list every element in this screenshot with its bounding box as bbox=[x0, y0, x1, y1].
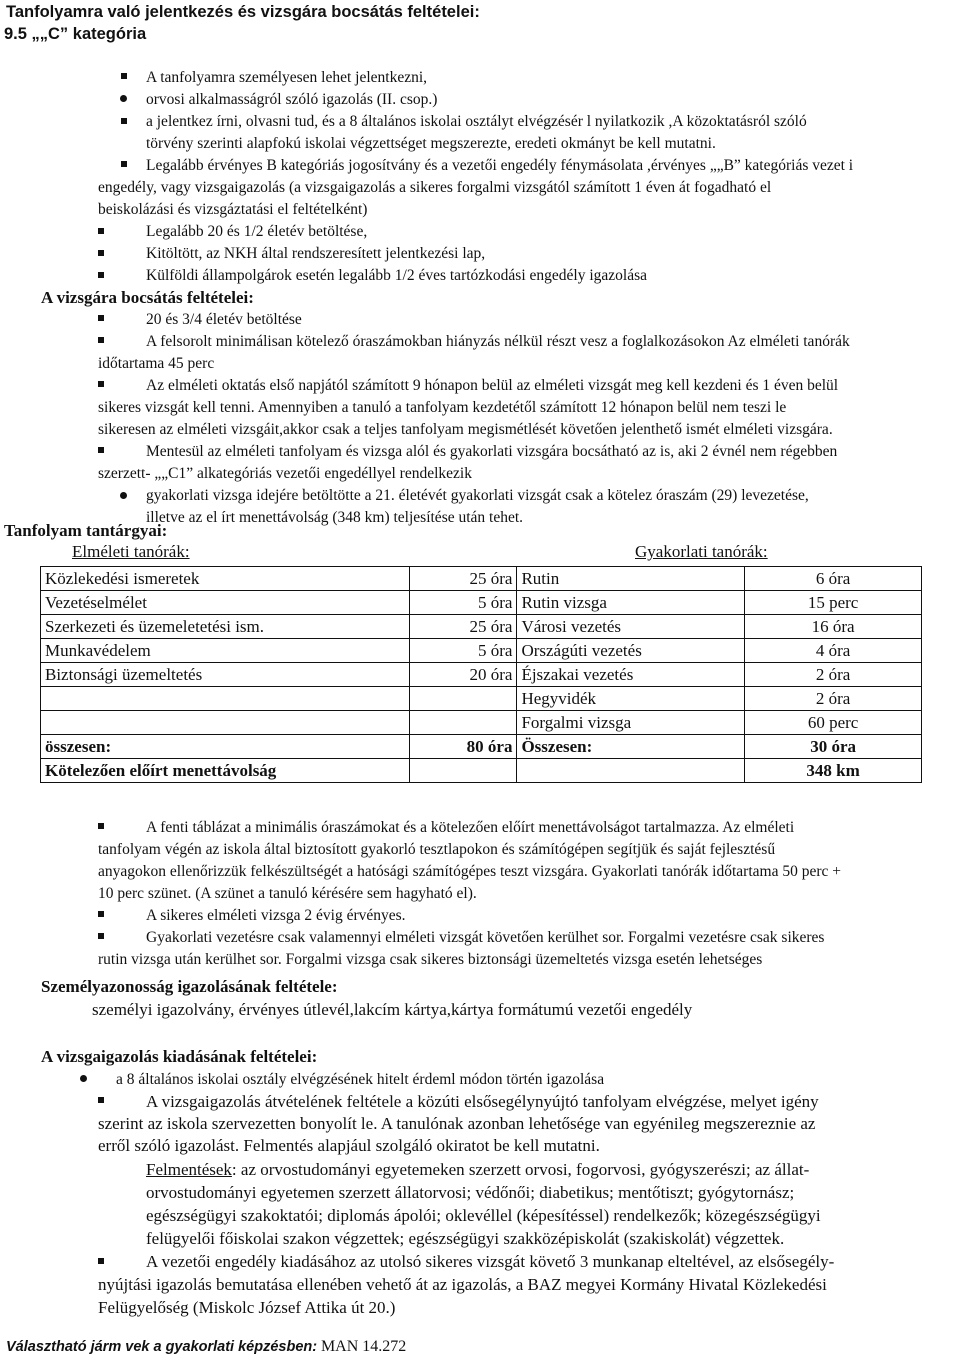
lessons-table bbox=[40, 566, 922, 783]
list-item: Az elméleti oktatás első napjától számított 9 hónapon belül az elméleti vizsgát meg kell kezdeni és 1 éven belül bbox=[146, 377, 839, 394]
table-row-total bbox=[41, 735, 922, 759]
list-item-continuation: nyújtási igazolás bemutatása ellenében vehető át az igazolás, a BAZ megyei Kormány Hivatal Közlekedési bbox=[98, 1275, 827, 1294]
exemptions-label: Felmentések bbox=[146, 1160, 232, 1179]
table-cell: 348 km bbox=[745, 759, 922, 783]
list-item: A tanfolyamra személyesen lehet jelentkezni, bbox=[146, 69, 428, 86]
exemptions-continuation: egészségügyi szakoktatói; diplomás ápolói; oklevéllel (képesítéssel) rendelkezők; közegészségügyi bbox=[146, 1206, 821, 1225]
subjects-heading: Tanfolyam tantárgyai: bbox=[4, 521, 168, 540]
table-cell: 6 óra bbox=[745, 567, 922, 591]
round-bullet-icon bbox=[120, 95, 127, 102]
exemptions-continuation: orvostudományi egyetemen szerzett állatorvosi; védőnői; diabetikus; mentőtiszt; gyógytornász; bbox=[146, 1183, 795, 1202]
square-bullet-icon bbox=[98, 1258, 104, 1264]
round-bullet-icon bbox=[80, 1075, 87, 1082]
table-cell: 25 óra bbox=[409, 567, 517, 591]
square-bullet-icon bbox=[98, 911, 104, 917]
list-item-continuation: rutin vizsga után kerülhet sor. Forgalmi vizsga csak sikeres biztonsági üzemeltetés vizsga esetén lehetséges bbox=[98, 951, 763, 968]
table-cell: 80 óra bbox=[409, 735, 517, 759]
list-item-continuation: tanfolyam végén az iskola által biztosított gyakorló tesztlapokon és számítógépen segítjük és saját fejlesztésű bbox=[98, 841, 776, 858]
table-cell: Közlekedési ismeretek bbox=[41, 567, 410, 591]
list-item: Mentesül az elméleti tanfolyam és vizsga alól és gyakorlati vizsgára bocsátható az is, aki 2 évnél nem régebben bbox=[146, 443, 838, 460]
list-item: Külföldi állampolgárok esetén legalább 1/2 éves tartózkodási engedély igazolása bbox=[146, 267, 647, 284]
square-bullet-icon bbox=[98, 315, 104, 321]
list-item-continuation: törvény szerinti alapfokú iskolai végzettséget megszerezte, eredeti okmányt be kell mutatni. bbox=[146, 135, 716, 152]
table-cell: 60 perc bbox=[745, 711, 922, 735]
category-title: 9.5 „„C” kategória bbox=[4, 25, 147, 43]
table-cell: Szerkezeti és üzemeletetési ism. bbox=[41, 615, 410, 639]
footer-value: MAN 14.272 bbox=[320, 1338, 407, 1355]
list-item-continuation: sikeresen az elméleti vizsgáit,akkor csak a teljes tanfolyam megismétlését követően jelenthető ismét elméleti vizsgára. bbox=[98, 421, 833, 438]
table-row-distance bbox=[41, 759, 922, 783]
table-row bbox=[41, 663, 922, 687]
list-item-continuation: beiskolázási és vizsgáztatási el feltételként) bbox=[98, 201, 368, 218]
square-bullet-icon bbox=[98, 250, 104, 256]
list-item: A sikeres elméleti vizsga 2 évig érvényes. bbox=[146, 907, 406, 924]
table-row bbox=[41, 567, 922, 591]
list-item-continuation: szerzett- „„C1” alkategóriás vezetői engedéllyel rendelkezik bbox=[98, 465, 472, 482]
footer-label: Választható járm vek a gyakorlati képzésben: bbox=[6, 1339, 318, 1355]
table-cell: Vezetéselmélet bbox=[41, 591, 410, 615]
square-bullet-icon bbox=[98, 1097, 104, 1103]
table-cell: Éjszakai vezetés bbox=[517, 663, 745, 687]
table-cell: Munkavédelem bbox=[41, 639, 410, 663]
section-heading-exam-conditions: A vizsgára bocsátás feltételei: bbox=[41, 288, 254, 307]
square-bullet-icon bbox=[121, 118, 127, 124]
list-item: A felsorolt minimálisan kötelező óraszámokban hiányzás nélkül részt vesz a foglalkozásokon Az elméleti tanórák bbox=[146, 333, 850, 350]
page-title: Tanfolyamra való jelentkezés és vizsgára bocsátás feltételei: bbox=[6, 3, 480, 21]
list-item: Legalább 20 és 1/2 életév betöltése, bbox=[146, 223, 368, 240]
identity-text: személyi igazolvány, érvényes útlevél,lakcím kártya,kártya formátumú vezetői engedély bbox=[92, 1000, 693, 1019]
list-item: A vezetői engedély kiadásához az utolsó sikeres vizsgát követő 3 munkanap elteltével, az elsősegély- bbox=[146, 1252, 835, 1271]
theory-heading: Elméleti tanórák: bbox=[72, 542, 190, 561]
square-bullet-icon bbox=[98, 337, 104, 343]
list-item: orvosi alkalmasságról szóló igazolás (II. csop.) bbox=[146, 91, 438, 108]
list-item-continuation: szerint az iskola szervezetten bonyolít le. A tanulónak azonban lehetősége van egyénileg megszereznie az bbox=[98, 1114, 816, 1133]
list-item: a jelentkez írni, olvasni tud, és a 8 általános iskolai osztályt elvégzésér l nyilatkozik ,A közoktatásról szóló bbox=[146, 113, 807, 130]
table-cell: Városi vezetés bbox=[517, 615, 745, 639]
round-bullet-icon bbox=[120, 492, 127, 499]
list-item: a 8 általános iskolai osztály elvégzésének hitelt érdeml módon történ igazolása bbox=[116, 1071, 605, 1088]
table-row bbox=[41, 711, 922, 735]
table-cell: Kötelezően előírt menettávolság bbox=[41, 759, 410, 783]
square-bullet-icon bbox=[98, 933, 104, 939]
list-item: 20 és 3/4 életév betöltése bbox=[146, 311, 302, 328]
list-item: gyakorlati vizsga idejére betöltötte a 21. életévét gyakorlati vizsgát csak a kötelez óraszám (29) levezetése, bbox=[146, 487, 809, 504]
list-item-continuation: Felügyelőség (Miskolc József Attika út 20.) bbox=[98, 1298, 396, 1317]
table-row bbox=[41, 615, 922, 639]
table-cell bbox=[41, 711, 410, 735]
table-cell bbox=[409, 759, 517, 783]
list-item: Kitöltött, az NKH által rendszeresített jelentkezési lap, bbox=[146, 245, 486, 262]
table-row bbox=[41, 639, 922, 663]
list-item-continuation: 10 perc szünet. (A szünet a tanuló kérésére sem hagyható el). bbox=[98, 885, 477, 902]
table-cell: Hegyvidék bbox=[517, 687, 745, 711]
list-item: Legalább érvényes B kategóriás jogosítvány és a vezetői engedély fénymásolata ,érvényes „„B” kategóriás vezet i bbox=[146, 157, 854, 174]
table-cell bbox=[409, 687, 517, 711]
table-cell: Országúti vezetés bbox=[517, 639, 745, 663]
table-cell: Rutin bbox=[517, 567, 745, 591]
exemptions-continuation: felügyelői főiskolai szakon végzettek; egészségügyi szakközépiskolát (szakiskolát) végzettek. bbox=[146, 1229, 785, 1248]
list-item-continuation: időtartama 45 perc bbox=[98, 355, 215, 372]
identity-heading: Személyazonosság igazolásának feltétele: bbox=[41, 977, 338, 996]
list-item: Gyakorlati vezetésre csak valamennyi elméleti vizsgát követően kerülhet sor. Forgalmi vezetésre csak sikeres bbox=[146, 929, 825, 946]
certificate-heading: A vizsgaigazolás kiadásának feltételei: bbox=[41, 1047, 318, 1066]
square-bullet-icon bbox=[98, 823, 104, 829]
table-cell bbox=[517, 759, 745, 783]
exemptions-text: : az orvostudományi egyetemeken szerzett orvosi, fogorvosi, gyógyszerészi; az állat- bbox=[231, 1160, 810, 1179]
list-item-continuation: sikeres vizsgát kell tenni. Amennyiben a tanuló a tanfolyam kezdetétől számított 12 hónapon belül nem teszi le bbox=[98, 399, 787, 416]
square-bullet-icon bbox=[98, 272, 104, 278]
list-item-continuation: erről szóló igazolást. Felmentés alapjául szolgáló okiratot be kell mutatni. bbox=[98, 1136, 600, 1155]
table-cell: összesen: bbox=[41, 735, 410, 759]
table-cell: 20 óra bbox=[409, 663, 517, 687]
table-cell: 30 óra bbox=[745, 735, 922, 759]
list-item: A fenti táblázat a minimális óraszámokat és a kötelezően előírt menettávolságot tartalmazza. Az elméleti bbox=[146, 819, 795, 836]
practice-heading: Gyakorlati tanórák: bbox=[635, 542, 768, 561]
table-cell: 5 óra bbox=[409, 639, 517, 663]
square-bullet-icon bbox=[121, 161, 127, 167]
list-item-continuation: illetve az el írt menettávolság (348 km) teljesítése után tehet. bbox=[146, 509, 524, 526]
list-item-continuation: engedély, vagy vizsgaigazolás (a vizsgaigazolás a sikeres forgalmi vizsgától számított 1 éven át fogadható el bbox=[98, 179, 772, 196]
table-cell bbox=[41, 687, 410, 711]
table-row bbox=[41, 687, 922, 711]
square-bullet-icon bbox=[98, 381, 104, 387]
table-cell: Biztonsági üzemeltetés bbox=[41, 663, 410, 687]
table-cell: Forgalmi vizsga bbox=[517, 711, 745, 735]
footer-line bbox=[6, 1336, 406, 1358]
table-cell bbox=[409, 711, 517, 735]
table-row bbox=[41, 591, 922, 615]
table-cell: 16 óra bbox=[745, 615, 922, 639]
table-cell: 15 perc bbox=[745, 591, 922, 615]
list-item: A vizsgaigazolás átvételének feltétele a közúti elsősegélynyújtó tanfolyam elvégzése, melyet igény bbox=[146, 1092, 819, 1111]
table-cell: 2 óra bbox=[745, 663, 922, 687]
list-item-continuation: anyagokon ellenőrizzük felkészültségét a hatósági számítógépes teszt vizsgára. Gyakorlati tanórák időtartama 50 perc + bbox=[98, 863, 841, 880]
square-bullet-icon bbox=[98, 447, 104, 453]
exemptions-paragraph bbox=[146, 1159, 809, 1180]
table-cell: 25 óra bbox=[409, 615, 517, 639]
table-cell: 4 óra bbox=[745, 639, 922, 663]
square-bullet-icon bbox=[98, 228, 104, 234]
table-cell: 5 óra bbox=[409, 591, 517, 615]
square-bullet-icon bbox=[121, 73, 127, 79]
table-cell: Összesen: bbox=[517, 735, 745, 759]
table-cell: Rutin vizsga bbox=[517, 591, 745, 615]
table-cell: 2 óra bbox=[745, 687, 922, 711]
